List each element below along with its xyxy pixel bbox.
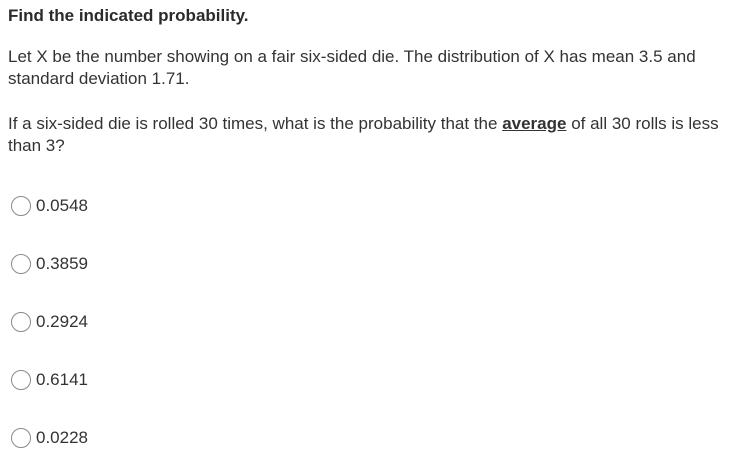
- option-label: 0.3859: [36, 254, 88, 273]
- answer-option-2[interactable]: [11, 252, 88, 276]
- radio-button[interactable]: [11, 254, 31, 274]
- answer-option-5[interactable]: [11, 426, 88, 450]
- radio-button[interactable]: [11, 196, 31, 216]
- option-label: 0.0548: [36, 196, 88, 215]
- answer-option-1[interactable]: [11, 194, 88, 218]
- radio-button[interactable]: [11, 312, 31, 332]
- question-context-paragraph: Let X be the number showing on a fair six-sided die. The distribution of X has mean 3.5 and standard deviation 1.71.: [8, 47, 696, 88]
- answer-option-4[interactable]: [11, 368, 88, 392]
- question-prompt-paragraph: [8, 113, 733, 157]
- question-prompt-text-after: of all 30 rolls is less than 3?: [8, 114, 719, 155]
- question-prompt-emphasis: average: [502, 114, 567, 133]
- question-prompt-text-before: If a six-sided die is rolled 30 times, what is the probability that the: [8, 114, 503, 133]
- option-label: 0.2924: [36, 312, 88, 331]
- answer-option-3[interactable]: [11, 310, 88, 334]
- radio-button[interactable]: [11, 428, 31, 448]
- question-title: Find the indicated probability.: [8, 6, 249, 25]
- option-label: 0.6141: [36, 370, 88, 389]
- radio-button[interactable]: [11, 370, 31, 390]
- option-label: 0.0228: [36, 428, 88, 447]
